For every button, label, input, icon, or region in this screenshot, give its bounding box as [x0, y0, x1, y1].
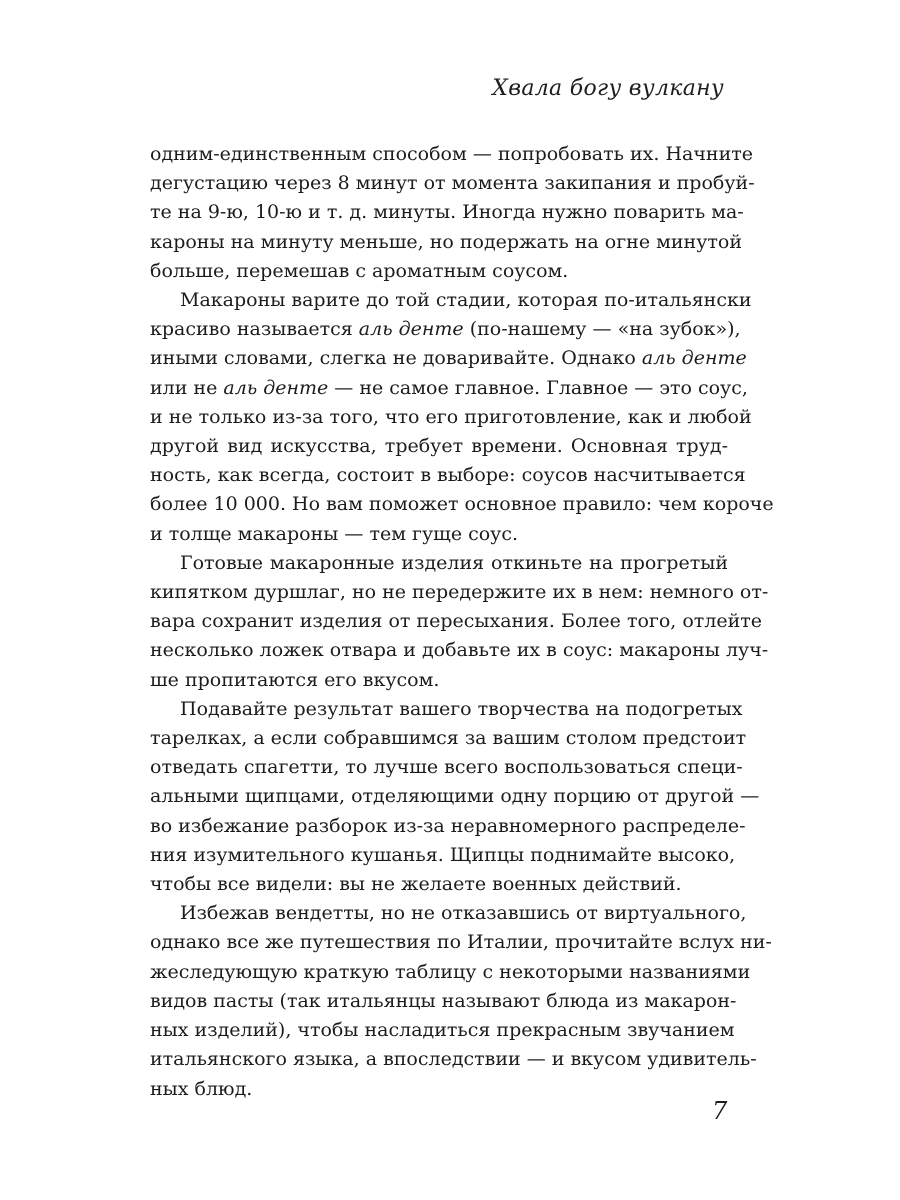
text-line: итальянского языка, а впоследствии — и вкусом удивитель- — [150, 1048, 757, 1071]
text-line: кароны на минуту меньше, но подержать на огне минутой — [150, 230, 743, 253]
text-line: Макароны варите до той стадии, которая по-итальянски — [180, 289, 752, 312]
text-line: жеследующую краткую таблицу с некоторыми названиями — [150, 960, 751, 983]
paragraph — [150, 286, 774, 549]
text-line: альными щипцами, отделяющими одну порцию от другой — — [150, 785, 760, 808]
text-line: вара сохранит изделия от пересыхания. Более того, отлейте — [150, 610, 763, 633]
text-line: несколько ложек отвара и добавьте их в соус: макароны луч- — [150, 639, 769, 662]
text-line: во избежание разборок из-за неравномерного распределе- — [150, 814, 746, 837]
text-line: ных изделий), чтобы насладиться прекрасным звучанием — [150, 1019, 735, 1042]
text-line: иными словами, слегка не доваривайте. Однако аль денте — [150, 347, 747, 370]
text-line: ше пропитаются его вкусом. — [150, 668, 440, 691]
text-line: ния изумительного кушанья. Щипцы поднимайте высоко, — [150, 843, 736, 866]
text-line: те на 9-ю, 10-ю и т. д. минуты. Иногда нужно поварить ма- — [150, 201, 744, 224]
paragraph — [150, 140, 755, 286]
text-line: и толще макароны — тем гуще соус. — [150, 522, 519, 545]
text-line: видов пасты (так итальянцы называют блюда из макарон- — [150, 989, 737, 1012]
text-line: дегустацию через 8 минут от момента закипания и пробуй- — [150, 172, 755, 195]
paragraph — [150, 899, 772, 1103]
text-line: отведать спагетти, то лучше всего воспользоваться специ- — [150, 756, 743, 779]
body-text — [150, 140, 774, 1104]
text-line: и не только из-за того, что его приготовление, как и любой — [150, 405, 752, 428]
text-line: кипятком дуршлаг, но не передержите их в нем: немного от- — [150, 581, 769, 604]
page-number: 7 — [712, 1097, 728, 1125]
text-line: одним-единственным способом — попробовать их. Начните — [150, 143, 754, 165]
text-line: более 10 000. Но вам поможет основное правило: чем короче — [150, 493, 774, 516]
paragraph — [150, 549, 769, 695]
text-line: тарелках, а если собравшимся за вашим столом предстоит — [150, 727, 747, 750]
text-line: ность, как всегда, состоит в выборе: соусов насчитывается — [150, 464, 746, 487]
running-head: Хвала богу вулкану — [492, 76, 724, 101]
text-line: однако все же путешествия по Италии, прочитайте вслух ни- — [150, 931, 772, 954]
text-line: Подавайте результат вашего творчества на подогретых — [180, 697, 743, 720]
text-line: или не аль денте — не самое главное. Главное — это соус, — [150, 376, 748, 399]
text-line: красиво называется аль денте (по-нашему — «на зубок»), — [150, 318, 741, 341]
paragraph — [150, 695, 760, 899]
text-line: больше, перемешав с ароматным соусом. — [150, 259, 569, 282]
text-line: другой вид искусства, требует времени. Основная труд- — [150, 435, 728, 458]
italic-term: аль денте — [358, 318, 464, 341]
text-line: ных блюд. — [150, 1077, 253, 1100]
italic-term: аль денте — [223, 376, 329, 399]
text-line: чтобы все видели: вы не желаете военных действий. — [150, 873, 682, 896]
text-line: Избежав вендетты, но не отказавшись от виртуального, — [180, 902, 747, 925]
text-line: Готовые макаронные изделия откиньте на прогретый — [180, 551, 728, 574]
italic-term: аль денте — [641, 347, 747, 370]
